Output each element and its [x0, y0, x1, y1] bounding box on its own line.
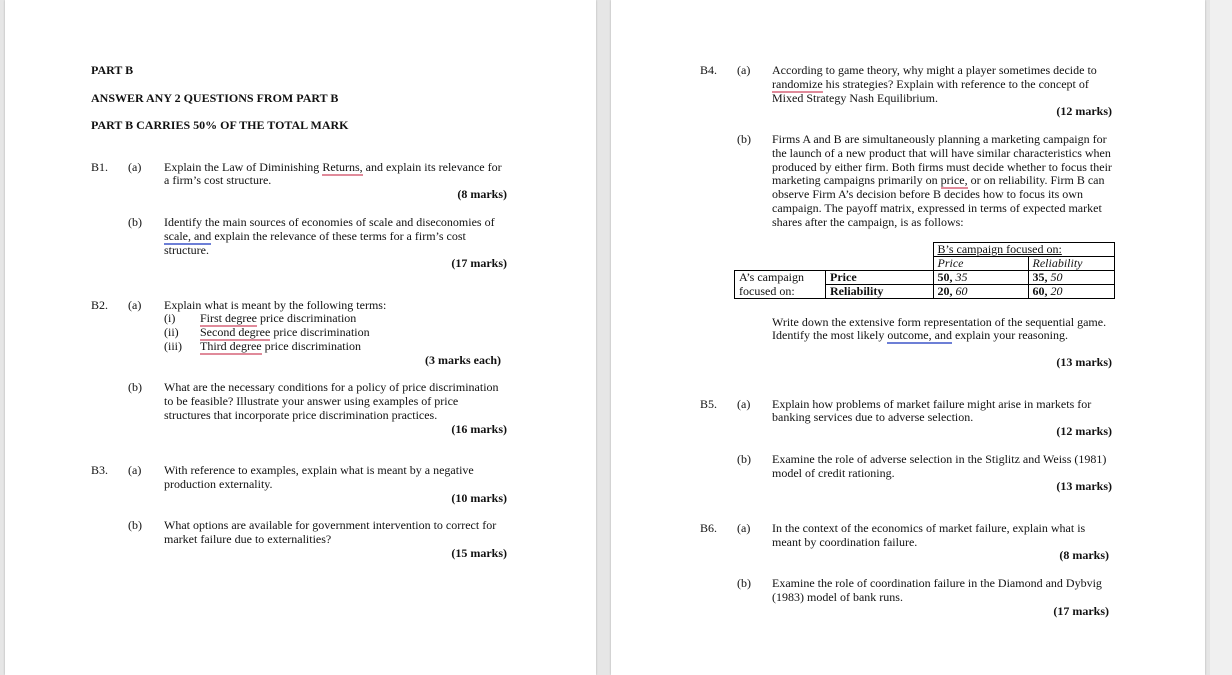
b2-b-label: (b)	[128, 380, 142, 394]
b3-b-label: (b)	[128, 518, 142, 532]
question-number-b1: B1.	[91, 160, 109, 174]
question-number-b5: B5.	[700, 397, 718, 411]
table-row-label: focused on:	[735, 285, 826, 299]
spelling-mark[interactable]: Returns,	[322, 160, 363, 174]
b1-b-label: (b)	[128, 215, 142, 229]
table-row-reliability: Reliability	[826, 285, 934, 299]
question-number-b3: B3.	[91, 463, 109, 477]
b1-b-line3: structure.	[164, 243, 209, 257]
b3-a-label: (a)	[128, 463, 142, 477]
table-cell: 60, 20	[1028, 285, 1115, 299]
payoff-matrix-table	[734, 242, 1115, 299]
b6-a-line1: In the context of the economics of market failure, explain what is	[772, 521, 1086, 535]
b5-a-label: (a)	[737, 397, 751, 411]
b2-b-line1: What are the necessary conditions for a policy of price discrimination	[164, 380, 499, 394]
table-row-price: Price	[826, 271, 934, 285]
b2-b-line2: to be feasible? Illustrate your answer using examples of price	[164, 394, 459, 408]
b5-b-label: (b)	[737, 452, 751, 466]
b5-b-line1: Examine the role of adverse selection in the Stiglitz and Weiss (1981)	[772, 452, 1107, 466]
b4-b-line4: marketing campaigns primarily on price, or on reliability. Firm B can	[772, 173, 1105, 187]
b1-b-marks: (17 marks)	[451, 256, 507, 270]
b2-item-roman: (iii)	[164, 339, 182, 353]
table-cell: 20, 60	[933, 285, 1028, 299]
b1-a-line1: Explain the Law of Diminishing Returns, and explain its relevance for	[164, 160, 502, 174]
b5-a-line1: Explain how problems of market failure might arise in markets for	[772, 397, 1092, 411]
table-col-price: Price	[933, 257, 1028, 271]
b4-a-line1: According to game theory, why might a player sometimes decide to	[772, 63, 1097, 77]
b4-b-label: (b)	[737, 132, 751, 146]
b4-b-line5: observe Firm A’s decision before B decides how to focus its own	[772, 187, 1083, 201]
b5-b-marks: (13 marks)	[1056, 479, 1112, 493]
b3-b-marks: (15 marks)	[451, 546, 507, 560]
grammar-mark[interactable]: outcome, and	[887, 328, 952, 342]
b5-a-line2: banking services due to adverse selection.	[772, 410, 974, 424]
question-number-b4: B4.	[700, 63, 718, 77]
b1-a-label: (a)	[128, 160, 142, 174]
b2-item: First degree price discrimination	[200, 311, 357, 325]
b2-a-marks: (3 marks each)	[425, 353, 501, 367]
spelling-mark[interactable]: price,	[940, 173, 968, 187]
b3-b-line1: What options are available for government intervention to correct for	[164, 518, 497, 532]
b4-b-line7: shares after the campaign, is as follows:	[772, 215, 964, 229]
question-number-b6: B6.	[700, 521, 718, 535]
table-header-b: B’s campaign focused on:	[933, 243, 1115, 257]
b4-b-line6: campaign. The payoff matrix, expressed in terms of expected market	[772, 201, 1102, 215]
vertical-scrollbar[interactable]	[1210, 0, 1232, 675]
b2-item: Third degree price discrimination	[200, 339, 361, 353]
question-number-b2: B2.	[91, 298, 109, 312]
instruction-text: ANSWER ANY 2 QUESTIONS FROM PART B	[91, 91, 339, 105]
grammar-mark[interactable]: scale, and	[164, 229, 212, 243]
b2-a-label: (a)	[128, 298, 142, 312]
b1-a-line2: a firm’s cost structure.	[164, 173, 272, 187]
b2-item: Second degree price discrimination	[200, 325, 370, 339]
b3-b-line2: market failure due to externalities?	[164, 532, 332, 546]
b4-b-line1: Firms A and B are simultaneously planning a marketing campaign for	[772, 132, 1107, 146]
spelling-mark[interactable]: Second degree	[200, 325, 271, 339]
table-cell: 50, 35	[933, 271, 1028, 285]
b2-item-roman: (ii)	[164, 325, 179, 339]
b3-a-marks: (10 marks)	[451, 491, 507, 505]
carries-text: PART B CARRIES 50% OF THE TOTAL MARK	[91, 118, 349, 132]
spelling-mark[interactable]: First degree	[200, 311, 257, 325]
b4-b-after1: Write down the extensive form representation of the sequential game.	[772, 315, 1107, 329]
b6-b-line1: Examine the role of coordination failure in the Diamond and Dybvig	[772, 576, 1102, 590]
b1-a-marks: (8 marks)	[457, 187, 507, 201]
b1-b-line1: Identify the main sources of economies of scale and diseconomies of	[164, 215, 495, 229]
b4-b-after2: Identify the most likely outcome, and explain your reasoning.	[772, 328, 1068, 342]
b6-a-line2: meant by coordination failure.	[772, 535, 918, 549]
spelling-mark[interactable]: randomize	[772, 77, 823, 91]
b4-b-marks: (13 marks)	[1056, 355, 1112, 369]
b5-a-marks: (12 marks)	[1056, 424, 1112, 438]
b2-b-marks: (16 marks)	[451, 422, 507, 436]
b6-a-label: (a)	[737, 521, 751, 535]
b3-a-line1: With reference to examples, explain what is meant by a negative	[164, 463, 474, 477]
b4-b-line3: produced by either firm. Both firms must decide whether to focus their	[772, 160, 1112, 174]
b4-a-marks: (12 marks)	[1056, 104, 1112, 118]
b6-b-label: (b)	[737, 576, 751, 590]
document-page-left	[5, 0, 596, 675]
table-row-label: A’s campaign	[735, 271, 826, 285]
b2-item-roman: (i)	[164, 311, 176, 325]
part-title: PART B	[91, 63, 134, 77]
document-page-right	[611, 0, 1205, 675]
spelling-mark[interactable]: Third degree	[200, 339, 262, 353]
b2-a-line1: Explain what is meant by the following terms:	[164, 298, 387, 312]
b1-b-line2: scale, and explain the relevance of these terms for a firm’s cost	[164, 229, 466, 243]
b4-a-label: (a)	[737, 63, 751, 77]
b6-b-line2: (1983) model of bank runs.	[772, 590, 903, 604]
table-col-reliability: Reliability	[1028, 257, 1115, 271]
b2-b-line3: structures that incorporate price discrimination practices.	[164, 408, 438, 422]
b6-b-marks: (17 marks)	[1053, 604, 1109, 618]
b6-a-marks: (8 marks)	[1059, 548, 1109, 562]
b3-a-line2: production externality.	[164, 477, 273, 491]
b4-a-line3: Mixed Strategy Nash Equilibrium.	[772, 91, 938, 105]
table-cell: 35, 50	[1028, 271, 1115, 285]
b4-b-line2: the launch of a new product that will have similar characteristics when	[772, 146, 1111, 160]
b4-a-line2: randomize his strategies? Explain with reference to the concept of	[772, 77, 1089, 91]
b5-b-line2: model of credit rationing.	[772, 466, 895, 480]
